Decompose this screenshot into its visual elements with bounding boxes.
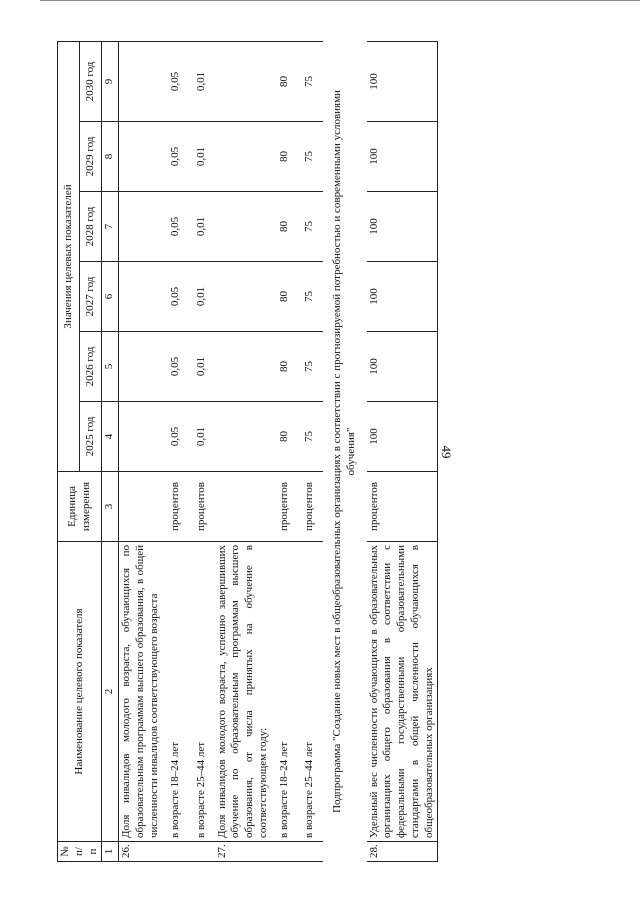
unit-cell (119, 472, 164, 542)
value-cell (215, 192, 272, 262)
column-index-row (102, 41, 119, 861)
column-index: 8 (102, 122, 119, 192)
value-cell (119, 262, 164, 332)
value-cell: 0,05 (163, 122, 189, 192)
row-number (163, 842, 189, 862)
column-index: 3 (102, 472, 119, 542)
value-cell: 0,05 (163, 192, 189, 262)
value-cell: 75 (297, 402, 323, 472)
table-row (119, 41, 164, 861)
indicators-table (57, 41, 438, 862)
value-cell (119, 192, 164, 262)
value-cell: 75 (297, 332, 323, 402)
row-number: 28. (367, 842, 438, 862)
column-index: 4 (102, 402, 119, 472)
header-values-group: Значения целевых показателей (58, 41, 80, 471)
table-row (297, 41, 323, 861)
value-cell (215, 41, 272, 121)
table-row (272, 41, 298, 861)
table-row (215, 41, 272, 861)
value-cell: 75 (297, 122, 323, 192)
unit-cell: процентов (189, 472, 215, 542)
column-index: 2 (102, 542, 119, 842)
indicator-name: Доля инвалидов молодого возраста, успешно завершивших обучение по образовательным программам высшего образования, от числа принятых на обучение в соответствующем году: (215, 542, 272, 842)
value-cell: 80 (272, 122, 298, 192)
value-cell: 100 (367, 262, 438, 332)
value-cell: 0,01 (189, 192, 215, 262)
row-number: 27. (215, 842, 272, 862)
header-year: 2030 год (80, 41, 102, 121)
value-cell: 100 (367, 41, 438, 121)
indicator-name: в возрасте 25–44 лет (189, 542, 215, 842)
column-index: 5 (102, 332, 119, 402)
value-cell: 80 (272, 262, 298, 332)
value-cell: 80 (272, 332, 298, 402)
section-row (323, 41, 367, 861)
header-num: № п/п (58, 842, 102, 862)
table-row (367, 41, 438, 861)
value-cell: 0,01 (189, 122, 215, 192)
unit-cell (215, 472, 272, 542)
value-cell (119, 41, 164, 121)
indicator-name: в возрасте 25–44 лет (297, 542, 323, 842)
value-cell: 0,05 (163, 262, 189, 332)
indicator-name: Удельный вес численности обучающихся в образовательных организациях общего образования в соответствии с федеральными государственными образовательными стандартами в общей численности обучающихся в общеобразовательных организациях (367, 542, 438, 842)
unit-cell: процентов (272, 472, 298, 542)
value-cell (215, 332, 272, 402)
value-cell: 100 (367, 122, 438, 192)
value-cell: 100 (367, 192, 438, 262)
row-number (297, 842, 323, 862)
row-number (189, 842, 215, 862)
value-cell (215, 402, 272, 472)
value-cell: 0,05 (163, 332, 189, 402)
row-number: 26. (119, 842, 164, 862)
indicator-name: в возрасте 18–24 лет (272, 542, 298, 842)
header-year: 2027 год (80, 262, 102, 332)
value-cell: 75 (297, 192, 323, 262)
column-index: 6 (102, 262, 119, 332)
column-index: 1 (102, 842, 119, 862)
header-name: Наименование целевого показателя (58, 542, 102, 842)
value-cell: 0,05 (163, 402, 189, 472)
unit-cell: процентов (163, 472, 189, 542)
unit-cell: процентов (297, 472, 323, 542)
top-edge-line (40, 0, 640, 1)
header-unit: Единица измерения (58, 472, 102, 542)
column-index: 7 (102, 192, 119, 262)
value-cell: 80 (272, 41, 298, 121)
value-cell: 100 (367, 332, 438, 402)
indicator-name: в возрасте 18–24 лет (163, 542, 189, 842)
unit-cell: процентов (367, 472, 438, 542)
value-cell (119, 122, 164, 192)
header-year: 2026 год (80, 332, 102, 402)
page-number: 49 (439, 445, 454, 459)
value-cell (119, 332, 164, 402)
subprogram-title: Подпрограмма "Создание новых мест в общеобразовательных организациях в соответствии с прогнозируемой потребностью и современными условиями обучения" (331, 90, 357, 813)
table-row (189, 41, 215, 861)
column-index: 9 (102, 41, 119, 121)
rotated-table-container (57, 42, 583, 862)
row-number (272, 842, 298, 862)
value-cell: 0,01 (189, 41, 215, 121)
value-cell: 0,05 (163, 41, 189, 121)
value-cell: 0,01 (189, 262, 215, 332)
header-year: 2028 год (80, 192, 102, 262)
value-cell: 80 (272, 192, 298, 262)
header-year: 2025 год (80, 402, 102, 472)
header-year: 2029 год (80, 122, 102, 192)
value-cell (215, 122, 272, 192)
value-cell: 100 (367, 402, 438, 472)
value-cell: 80 (272, 402, 298, 472)
value-cell: 0,01 (189, 332, 215, 402)
value-cell (119, 402, 164, 472)
value-cell: 0,01 (189, 402, 215, 472)
table-row (163, 41, 189, 861)
value-cell: 75 (297, 262, 323, 332)
value-cell: 75 (297, 41, 323, 121)
value-cell (215, 262, 272, 332)
indicator-name: Доля инвалидов молодого возраста, обучающихся по образовательным программам высшего образования, в общей численности инвалидов соответствующего возраста (119, 542, 164, 842)
